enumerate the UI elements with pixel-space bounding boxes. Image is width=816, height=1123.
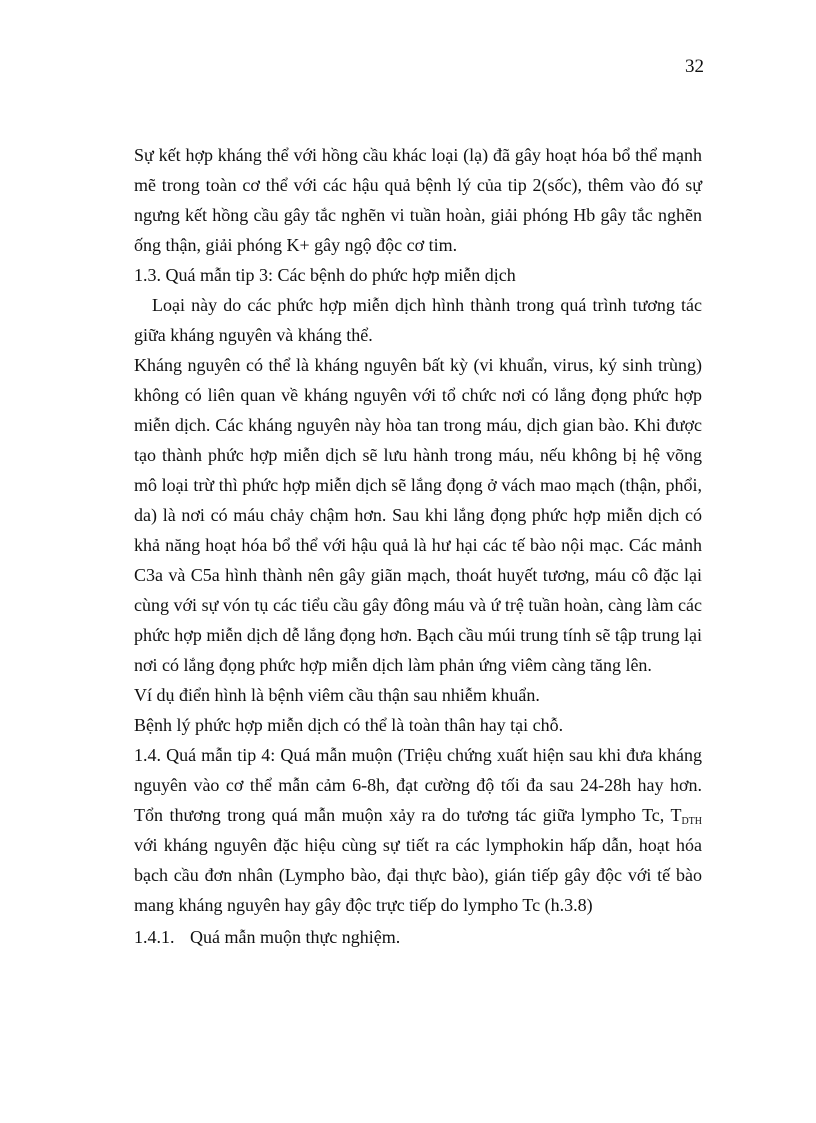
dth-subscript: DTH [681, 816, 702, 827]
paragraph-type3-intro: Loại này do các phức hợp miễn dịch hình thành trong quá trình tương tác giữa kháng nguyên và kháng thể. [134, 295, 702, 345]
paragraph-antigen: Kháng nguyên có thể là kháng nguyên bất kỳ (vi khuẩn, virus, ký sinh trùng) không có liên quan về kháng nguyên với tổ chức nơi có lắng đọng phức hợp miễn dịch. Các kháng nguyên này hòa tan trong máu, dịch gian bào. Khi được tạo thành phức hợp miễn dịch sẽ lưu hành trong máu, nếu không bị hệ võng mô loại trừ thì phức hợp miễn dịch sẽ lắng đọng ở vách mao mạch (thận, phổi, da) là nơi có máu chảy chậm hơn. Sau khi lắng đọng phức hợp miễn dịch có khả năng hoạt hóa bổ thể với hậu quả là hư hại các tế bào nội mạc. Các mảnh C3a và C5a hình thành nên gây giãn mạch, thoát huyết tương, máu cô đặc lại cùng với sự vón tụ các tiểu cầu gây đông máu và ứ trệ tuần hoàn, càng làm các phức hợp miễn dịch dễ lắng đọng hơn. Bạch cầu múi trung tính sẽ tập trung lại nơi có lắng đọng phức hợp miễn dịch làm phản ứng viêm càng tăng lên. [134, 355, 702, 675]
section-1-4-text-before: 1.4. Quá mẫn tip 4: Quá mẫn muộn (Triệu chứng xuất hiện sau khi đưa kháng nguyên vào cơ thể mẫn cảm 6-8h, đạt cường độ tối đa sau 24-28h hay hơn. Tổn thương trong quá mẫn muộn xảy ra do tương tác giữa lympho Tc, T [134, 745, 702, 825]
paragraph-transfusion: Sự kết hợp kháng thể với hồng cầu khác loại (lạ) đã gây hoạt hóa bổ thể mạnh mẽ trong toàn cơ thể với các hậu quả bệnh lý của tip 2(sốc), thêm vào đó sự ngưng kết hồng cầu gây tắc nghẽn vi tuần hoàn, giải phóng Hb gây tắc nghẽn ống thận, giải phóng K+ gây ngộ độc cơ tim. [134, 145, 702, 255]
document-body [134, 140, 702, 952]
section-1-4-1-title: Quá mẫn muộn thực nghiệm. [190, 927, 401, 947]
section-1-4-text-after: với kháng nguyên đặc hiệu cùng sự tiết ra các lymphokin hấp dẫn, hoạt hóa bạch cầu đơn nhân (Lympho bào, đại thực bào), gián tiếp gây độc với tế bào mang kháng nguyên hay gây độc trực tiếp do lympho Tc (h.3.8) [134, 835, 702, 915]
section-heading-1-4 [134, 740, 702, 920]
paragraph-systemic-local: Bệnh lý phức hợp miễn dịch có thể là toàn thân hay tại chỗ. [134, 715, 564, 735]
section-1-4-1-number: 1.4.1. [134, 927, 175, 947]
section-heading-1-3: 1.3. Quá mẫn tip 3: Các bệnh do phức hợp miễn dịch [134, 265, 516, 285]
section-heading-1-4-1 [134, 922, 702, 952]
paragraph-example: Ví dụ điển hình là bệnh viêm cầu thận sau nhiễm khuẩn. [134, 685, 540, 705]
page-number: 32 [685, 56, 704, 77]
